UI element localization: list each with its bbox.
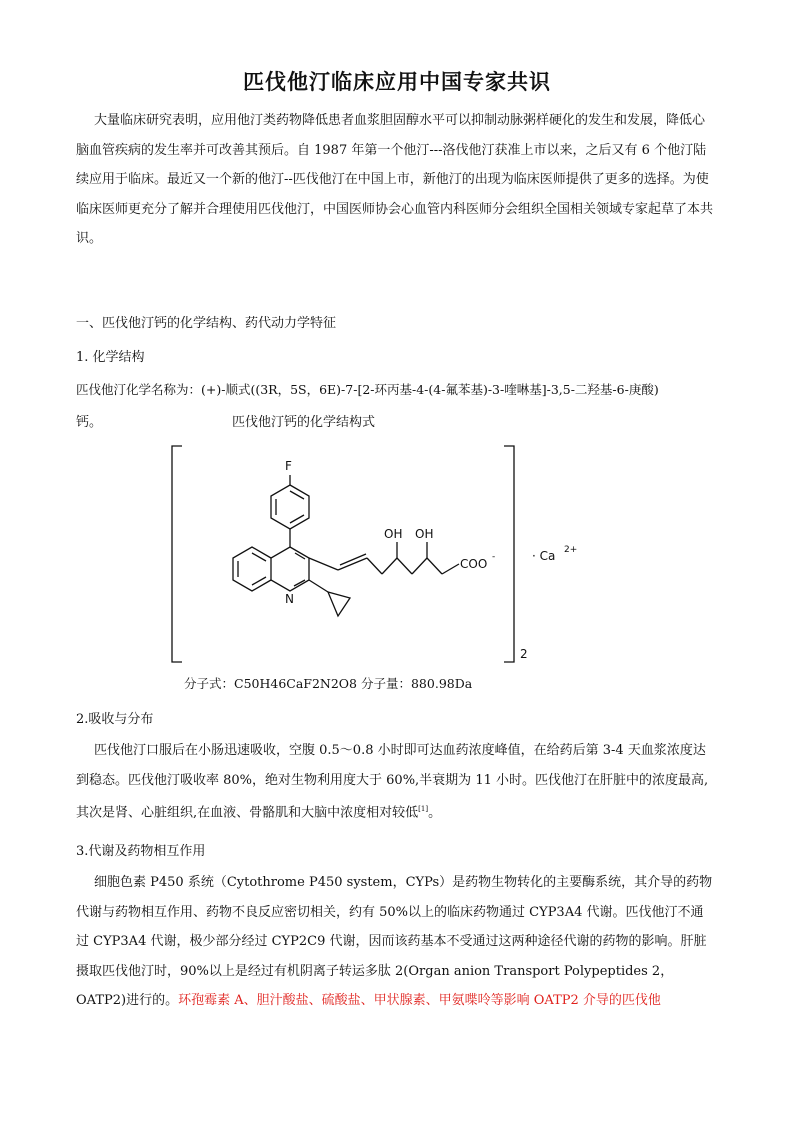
structure-caption: 匹伐他汀钙的化学结构式 (232, 415, 376, 430)
page-title: 匹伐他汀临床应用中国专家共识 (243, 70, 551, 94)
subheading-absorption: 2.吸收与分布 (76, 712, 154, 727)
atom-n: N (285, 592, 294, 606)
group-coo: COO (460, 557, 488, 571)
intro-paragraph: 大量临床研究表明，应用他汀类药物降低患者血浆胆固醇水平可以抑制动脉粥样硬化的发生和发展，降低心脑血管疾病的发生率并可改善其预后。自 1987 年第一个他汀---洛伐他汀获准上市以来，之后又有 6 个他汀陆续应用于临床。最近又一个新的他汀--匹伐他汀在中国上市，新他汀的出现为临床医师提供了更多的选择。为使临床医师更充分了解并合理使用匹伐他汀，中国医师协会心血管内科医师分会组织全国相关领域专家起草了本共识。 (76, 113, 714, 246)
metabolism-text: 细胞色素 P450 系统（Cytothrome P450 system，CYPs）是药物生物转化的主要酶系统，其介导的药物代谢与药物相互作用、药物不良反应密切相关，约有 50%以上的临床药物通过 CYP3A4 代谢。匹伐他汀不通过 CYP3A4 代谢，极少部分经过 CYP2C9 代谢，因而该药基本不受通过这两种途径代谢的药物的影响。肝脏摄取匹伐他汀时，90%以上是经过有机阴离子转运多肽 2(Organ anion Transport Polypeptides 2，OATP2)进行的。 (76, 875, 713, 1008)
section-heading-1: 一、匹伐他汀钙的化学结构、药代动力学特征 (76, 316, 337, 331)
chemical-name-end: 钙。 (76, 415, 103, 430)
absorption-paragraph (76, 736, 716, 828)
absorption-end: 。 (428, 805, 442, 821)
calcium-ion: · Ca (532, 549, 556, 563)
reference-marker: [1] (418, 805, 429, 813)
metabolism-paragraph (76, 868, 716, 1016)
coo-charge: - (492, 552, 496, 562)
bracket-subscript: 2 (520, 647, 528, 661)
absorption-text: 匹伐他汀口服后在小肠迅速吸收，空腹 0.5～0.8 小时即可达血药浓度峰值，在给药后第 3-4 天血浆浓度达到稳态。匹伐他汀吸收率 80%，绝对生物利用度大于 60%,半衰期为 11 小时。匹伐他汀在肝脏中的浓度最高,其次是肾、心脏组织,在血液、骨骼肌和大脑中浓度相对较低 (76, 743, 709, 821)
formula-line: 分子式：C50H46CaF2N2O8 分子量：880.98Da (184, 676, 473, 691)
calcium-charge: 2+ (564, 545, 578, 555)
subheading-chemical-structure: 1. 化学结构 (76, 350, 145, 365)
chemical-structure-diagram (168, 440, 608, 670)
left-bracket (172, 446, 182, 662)
atom-oh-1: OH (384, 527, 403, 541)
right-bracket (504, 446, 514, 662)
atom-f: F (285, 459, 292, 473)
metabolism-highlight: 环孢霉素 A、胆汁酸盐、硫酸盐、甲状腺素、甲氨喋呤等影响 OATP2 介导的匹伐他 (178, 993, 661, 1008)
chemical-name-line: 匹伐他汀化学名称为：(+)-顺式((3R，5S，6E)-7-[2-环丙基-4-(4-氟苯基)-3-喹啉基]-3,5-二羟基-6-庚酸) (76, 382, 659, 397)
atom-oh-2: OH (415, 527, 434, 541)
subheading-metabolism: 3.代谢及药物相互作用 (76, 844, 206, 859)
